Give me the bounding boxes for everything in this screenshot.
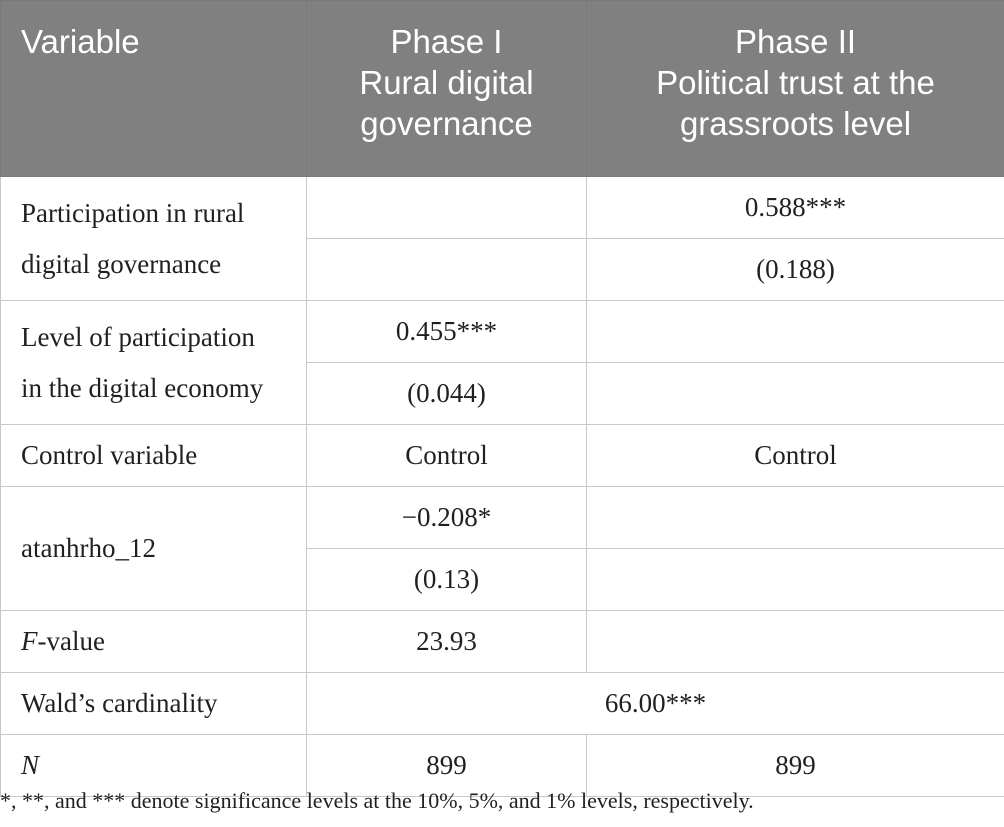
row-label-control: Control variable <box>1 425 307 487</box>
cell-phase1-coef: −0.208* <box>307 487 587 549</box>
table-row <box>1 425 1004 487</box>
cell-phase2-se <box>587 549 1004 611</box>
row-label-line: in the digital economy <box>21 372 264 403</box>
cell-phase2-n: 899 <box>587 735 1004 797</box>
table-row <box>1 177 1004 239</box>
header-phase-2-subtitle-line2: grassroots level <box>679 105 912 142</box>
cell-phase1-se: (0.044) <box>307 363 587 425</box>
cell-phase1-control: Control <box>307 425 587 487</box>
row-label-line: Participation in rural <box>21 197 245 228</box>
cell-phase1-fvalue: 23.93 <box>307 611 587 673</box>
cell-phase1-n: 899 <box>307 735 587 797</box>
header-phase-1-subtitle-line2: governance <box>360 105 533 142</box>
header-phase-2-title: Phase II <box>734 23 857 60</box>
table-footnote: *, **, and *** denote significance levels at the 10%, 5%, and 1% levels, respectively. <box>0 788 754 813</box>
cell-phase2-coef <box>587 301 1004 363</box>
cell-phase2-coef: 0.588*** <box>587 177 1004 239</box>
header-phase-1-title: Phase I <box>390 23 503 60</box>
row-label-atanhrho: atanhrho_12 <box>1 487 307 611</box>
table-row <box>1 673 1004 735</box>
cell-phase1-se: (0.13) <box>307 549 587 611</box>
cell-phase2-se <box>587 363 1004 425</box>
row-label-fvalue <box>1 611 307 673</box>
row-label-level-participation <box>1 301 307 425</box>
header-variable-label: Variable <box>21 23 140 60</box>
cell-wald-value: 66.00*** <box>307 673 1004 735</box>
header-variable <box>1 1 307 177</box>
cell-phase2-control: Control <box>587 425 1004 487</box>
table-row <box>1 611 1004 673</box>
table-row <box>1 487 1004 549</box>
row-label-line: digital governance <box>21 248 222 279</box>
row-label-wald: Wald’s cardinality <box>1 673 307 735</box>
header-phase-1 <box>307 1 587 177</box>
cell-phase2-coef <box>587 487 1004 549</box>
row-label-line: Level of participation <box>21 321 255 352</box>
header-row <box>1 1 1004 177</box>
header-phase-1-subtitle-line1: Rural digital <box>359 64 534 101</box>
row-label-n-italic: N <box>21 750 40 780</box>
cell-phase2-se: (0.188) <box>587 239 1004 301</box>
header-phase-2 <box>587 1 1004 177</box>
row-label-fvalue-italic: F <box>21 626 38 656</box>
row-label-participation-rdg <box>1 177 307 301</box>
cell-phase1-coef <box>307 177 587 239</box>
table-row <box>1 301 1004 363</box>
cell-phase1-se <box>307 239 587 301</box>
header-phase-2-subtitle-line1: Political trust at the <box>656 64 935 101</box>
cell-phase2-fvalue <box>587 611 1004 673</box>
cell-phase1-coef: 0.455*** <box>307 301 587 363</box>
row-label-fvalue-rest: -value <box>37 626 105 656</box>
